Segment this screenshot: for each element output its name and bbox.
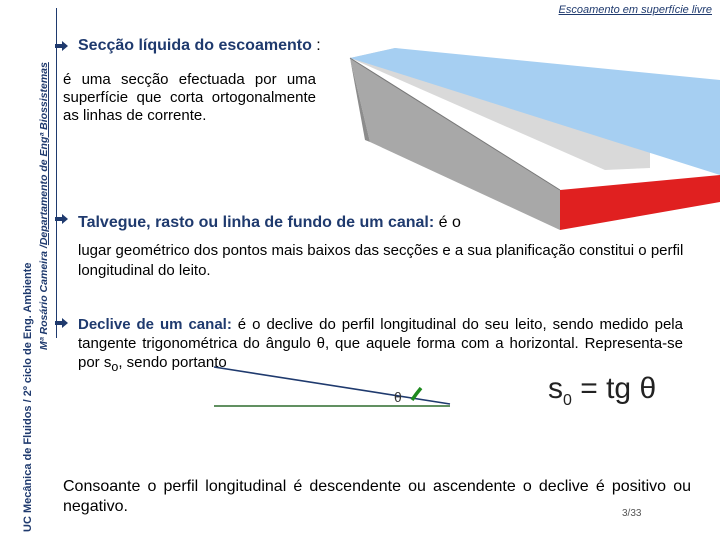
- sidebar-author: Mª Rosário Cameira /: [38, 245, 50, 350]
- section1-label: Secção líquida do escoamento: [78, 37, 312, 54]
- slope-angle-diagram: [200, 360, 460, 420]
- sidebar-divider: [56, 8, 57, 338]
- section2-text: [78, 213, 688, 233]
- section3-body: é o declive do perfil longitudinal do seu leito, sendo medido pela tangente trigonométrica do ângulo θ, que aquele forma com a horizontal. Representa-se por s: [78, 316, 683, 371]
- arrow-bullet-icon: [55, 213, 69, 225]
- formula-rhs: = tg θ: [571, 372, 657, 405]
- section3-body-end: , sendo portanto: [118, 354, 227, 371]
- section3-label: Declive de um canal:: [78, 316, 232, 333]
- arrow-bullet-icon: [55, 40, 69, 52]
- sidebar-department-text: [38, 62, 50, 350]
- section3-subscript: o: [111, 360, 119, 374]
- sidebar-department: Departamento de Engª Biossistemas: [38, 62, 50, 246]
- conclusion-text: Consoante o perfil longitudinal é descendente ou ascendente o declive é positivo ou negativo.: [63, 478, 691, 515]
- formula-lhs: s: [548, 372, 563, 405]
- formula-subscript: 0: [563, 392, 572, 409]
- section-title-seccao: [78, 37, 321, 55]
- section2-body-start: é o: [434, 214, 461, 231]
- section1-suffix: :: [311, 37, 321, 54]
- sidebar: [0, 0, 60, 540]
- sidebar-course-text: UC Mecânica de Fluidos / 2º ciclo de Eng. Ambiente: [22, 262, 34, 532]
- page-header: Escoamento em superfície livre: [558, 4, 712, 16]
- section2-body: lugar geométrico dos pontos mais baixos das secções e a sua planificação constitui o perfil longitudinal do leito.: [78, 242, 684, 279]
- arrow-bullet-icon: [55, 317, 69, 329]
- section2-label: Talvegue, rasto ou linha de fundo de um canal:: [78, 214, 435, 231]
- section1-body: é uma secção efectuada por uma superfície que corta ortogonalmente as linhas de corrente.: [63, 71, 316, 124]
- slope-formula: [548, 372, 656, 410]
- channel-illustration: [320, 40, 720, 240]
- page-number: 3/33: [622, 508, 642, 519]
- angle-label: θ: [394, 389, 402, 405]
